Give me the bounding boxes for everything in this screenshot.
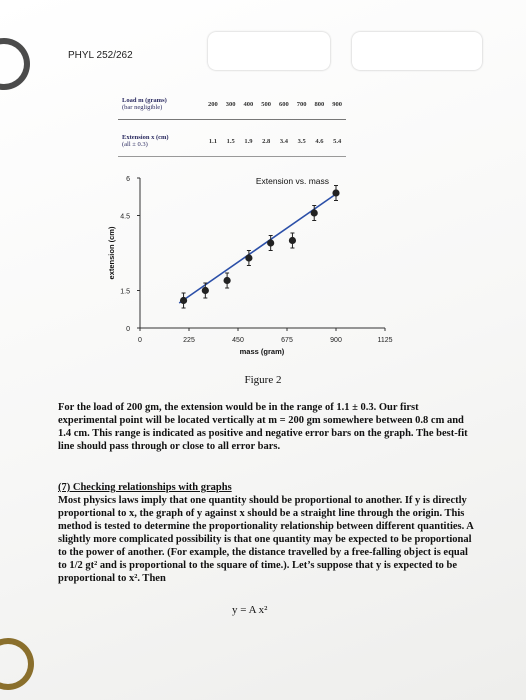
section-heading: (7) Checking relationships with graphs [58,482,232,493]
table-cell-extension: 4.6 [311,120,329,157]
table-cell-extension: 3.4 [275,120,293,157]
redaction-box-left [208,32,330,70]
extension-sublabel: (all ± 0.3) [122,141,148,148]
table-cell-load: 300 [222,96,240,120]
table-cell-load: 400 [240,96,258,120]
table-cell-load: 900 [328,96,346,120]
formula: y = A x² [232,604,268,616]
table-cell-load: 200 [204,96,222,120]
table-cell-extension: 1.1 [204,120,222,157]
x-tick-label: 675 [281,337,293,344]
table-cell-extension: 1.9 [240,120,258,157]
extension-label: Extension x (cm) [122,134,169,141]
x-tick-label: 225 [183,337,195,344]
table-cell-load: 600 [275,96,293,120]
table-cell-load: 500 [257,96,275,120]
table-cell-extension: 5.4 [328,120,346,157]
y-tick-label: 4.5 [120,213,130,221]
data-point [180,297,187,304]
binder-ring-bottom [0,638,34,690]
data-point [224,277,231,284]
chart-title: Extension vs. mass [255,176,330,186]
y-tick-label: 1.5 [120,288,130,296]
y-tick-label: 6 [126,176,130,183]
best-fit-line [179,196,334,304]
load-label: Load m (grams) [122,97,167,104]
data-point [311,209,318,216]
x-tick-label: 900 [330,337,342,344]
data-table [118,96,346,157]
table-cell-load: 700 [293,96,311,120]
redaction-box-right [352,32,482,70]
y-axis-label: extension (cm) [107,226,116,280]
table-row-extension [118,120,346,157]
table-row-label [118,96,204,120]
binder-ring-top [0,38,30,90]
load-sublabel: (bar negligible) [122,104,163,111]
y-tick-label: 0 [126,326,130,333]
x-axis-label: mass (gram) [239,347,285,356]
extension-vs-mass-chart [60,168,420,368]
paragraph-error-range: For the load of 200 gm, the extension would be in the range of 1.1 ± 0.3. Our first experimental point will be located vertically at m = 200 gm somewhere between 0.8 cm and 1.4 cm. This range is indicated as positive and negative error bars on the graph. The best-fit line should pass through or close to all error bars. [58,402,468,452]
data-point [245,254,252,261]
table-row-load [118,96,346,120]
data-point [289,237,296,244]
table-cell-extension: 3.5 [293,120,311,157]
table-row-label [118,120,204,157]
x-tick-label: 450 [232,337,244,344]
table-cell-load: 800 [311,96,329,120]
paragraph-proportionality: Most physics laws imply that one quantity should be proportional to another. If y is directly proportional to x, the graph of y against x should be a straight line through the origin. This method is tested to determine the proportionality relationship between different quantities. A slightly more complicated possibility is that one quantity may be expected to be proportional to the power of another. (For example, the distance travelled by a free-falling object is equal to 1/2 gt² and is proportional to the square of time.). Let’s suppose that y is expected to be proportional to x². Then [58,495,474,584]
data-point [267,239,274,246]
figure-caption: Figure 2 [244,374,282,386]
data-point [202,287,209,294]
table-cell-extension: 1.5 [222,120,240,157]
x-tick-label: 1125 [377,337,393,344]
data-point [332,189,339,196]
course-code: PHYL 252/262 [68,50,133,61]
x-tick-label: 0 [138,337,142,344]
table-cell-extension: 2.8 [257,120,275,157]
